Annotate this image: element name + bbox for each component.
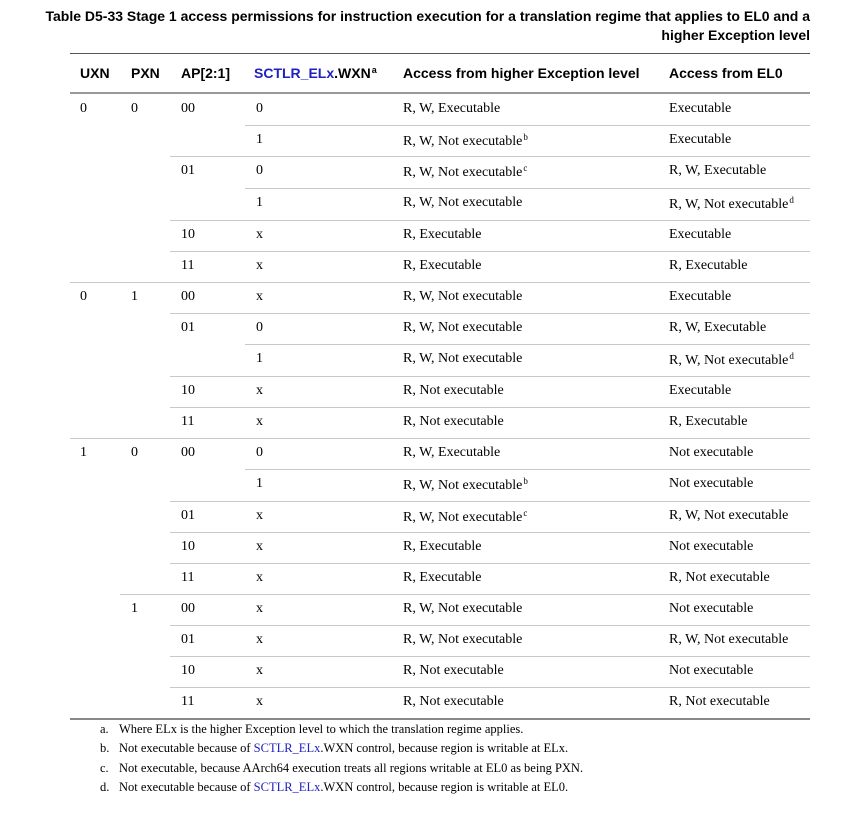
footnote-ref[interactable]: a: [371, 65, 377, 75]
cell-el0-text: Executable: [669, 227, 732, 242]
cell-wxn-text: x: [256, 570, 263, 585]
cell-el0-text: R, Not executable: [669, 570, 770, 585]
cell-el0: [669, 101, 731, 117]
cell-pxn: [131, 445, 138, 461]
cell-el0-text: Not executable: [669, 601, 754, 616]
cell-el0-text: R, Not executable: [669, 694, 770, 709]
cell-wxn-text: 1: [256, 132, 263, 147]
cell-higher-el-text: R, W, Not executable: [403, 510, 523, 525]
cell-higher-el-text: R, W, Executable: [403, 101, 501, 116]
cell-ap-text: 00: [181, 101, 195, 116]
cell-ap-text: 01: [181, 632, 195, 647]
cell-higher-el-text: R, Executable: [403, 258, 482, 273]
footnote-text-pre: Not executable, because AArch64 execution treats all regions writable at EL0 as being PXN.: [119, 760, 584, 775]
cell-ap-text: 11: [181, 694, 195, 709]
cell-higher-el: [403, 601, 522, 617]
cell-higher-el-text: R, W, Not executable: [403, 632, 523, 647]
cell-el0-text: R, W, Not executable: [669, 197, 789, 212]
cell-uxn: [80, 289, 87, 305]
cell-el0: [669, 163, 766, 179]
cell-higher-el-text: R, W, Not executable: [403, 195, 523, 210]
cell-ap-text: 11: [181, 570, 195, 585]
caption-line-2: higher Exception level: [661, 27, 810, 43]
cell-ap: [181, 694, 194, 710]
cell-higher-el-text: R, Executable: [403, 539, 482, 554]
cell-wxn-text: x: [256, 258, 263, 273]
cell-ap: [181, 258, 194, 274]
footnote-text: [119, 722, 523, 737]
cell-ap-text: 01: [181, 508, 195, 523]
cell-higher-el: [403, 539, 482, 555]
cell-higher-el: [403, 632, 522, 648]
cell-higher-el: [403, 289, 522, 305]
row-divider: [70, 282, 810, 283]
cell-ap-text: 11: [181, 258, 195, 273]
cell-wxn: [256, 258, 263, 274]
cell-wxn: [256, 476, 263, 492]
cell-ap: [181, 414, 194, 430]
cell-pxn: [131, 289, 138, 305]
cell-el0: [669, 601, 753, 617]
cell-wxn-text: 0: [256, 445, 263, 460]
cell-wxn-text: 1: [256, 195, 263, 210]
footnote-ref[interactable]: d: [789, 351, 794, 361]
footnote-label: b.: [100, 741, 110, 756]
cell-ap-text: 01: [181, 320, 195, 335]
footnote-ref[interactable]: c: [523, 163, 528, 173]
cell-ap-text: 00: [181, 289, 195, 304]
cell-wxn-text: x: [256, 539, 263, 554]
row-divider: [170, 563, 810, 564]
sctlr-elx-link[interactable]: SCTLR_ELx: [254, 65, 335, 81]
cell-pxn: [131, 101, 138, 117]
cell-higher-el-text: R, W, Not executable: [403, 601, 523, 616]
cell-higher-el-text: R, W, Not executable: [403, 320, 523, 335]
cell-ap: [181, 383, 195, 399]
cell-wxn: [256, 163, 263, 179]
cell-ap-text: 10: [181, 383, 195, 398]
sctlr-elx-link[interactable]: SCTLR_ELx: [253, 779, 321, 794]
cell-el0-text: Executable: [669, 101, 732, 116]
cell-wxn-text: x: [256, 227, 263, 242]
cell-higher-el-text: R, W, Executable: [403, 445, 501, 460]
cell-ap-text: 10: [181, 663, 195, 678]
cell-el0-text: R, Executable: [669, 414, 748, 429]
header-wxn-suffix: .WXN: [334, 65, 371, 81]
cell-wxn-text: 0: [256, 163, 263, 178]
cell-ap: [181, 601, 195, 617]
cell-uxn-text: 1: [80, 445, 87, 460]
cell-wxn: [256, 570, 263, 586]
cell-el0: [669, 227, 731, 243]
cell-ap-text: 00: [181, 601, 195, 616]
row-divider: [245, 469, 810, 470]
cell-higher-el-text: R, Executable: [403, 227, 482, 242]
cell-wxn: [256, 195, 263, 211]
cell-wxn: [256, 351, 263, 367]
cell-ap-text: 00: [181, 445, 195, 460]
cell-ap: [181, 632, 195, 648]
header-higher-el: Access from higher Exception level: [403, 65, 640, 81]
table-caption: [10, 7, 810, 45]
cell-uxn: [80, 445, 87, 461]
row-divider: [245, 188, 810, 189]
cell-wxn: [256, 632, 263, 648]
cell-el0: [669, 320, 766, 336]
cell-el0: [669, 132, 731, 148]
cell-el0-text: Executable: [669, 289, 732, 304]
cell-higher-el: [403, 132, 528, 150]
cell-el0-text: R, W, Executable: [669, 163, 767, 178]
cell-el0: [669, 445, 753, 461]
cell-higher-el: [403, 476, 528, 494]
cell-el0: [669, 508, 788, 524]
header-pxn: PXN: [131, 65, 160, 81]
cell-pxn-text: 0: [131, 445, 138, 460]
cell-wxn-text: x: [256, 383, 263, 398]
cell-el0: [669, 195, 794, 213]
cell-higher-el: [403, 570, 482, 586]
row-divider: [170, 687, 810, 688]
cell-wxn: [256, 414, 263, 430]
cell-el0: [669, 258, 748, 274]
cell-el0-text: R, W, Executable: [669, 320, 767, 335]
row-divider: [170, 625, 810, 626]
cell-el0: [669, 476, 753, 492]
cell-higher-el: [403, 195, 522, 211]
cell-higher-el: [403, 101, 500, 117]
cell-higher-el-text: R, W, Not executable: [403, 134, 523, 149]
cell-uxn-text: 0: [80, 289, 87, 304]
header-uxn: UXN: [80, 65, 110, 81]
cell-ap: [181, 508, 195, 524]
cell-el0: [669, 414, 748, 430]
row-divider: [170, 156, 810, 157]
cell-el0: [669, 289, 731, 305]
cell-ap: [181, 289, 195, 305]
cell-higher-el: [403, 414, 504, 430]
cell-wxn-text: x: [256, 694, 263, 709]
cell-higher-el-text: R, Executable: [403, 570, 482, 585]
cell-el0-text: Not executable: [669, 445, 754, 460]
cell-el0-text: R, W, Not executable: [669, 632, 789, 647]
cell-wxn: [256, 508, 263, 524]
cell-ap: [181, 445, 195, 461]
footnote-text: [119, 780, 568, 795]
cell-higher-el: [403, 258, 482, 274]
cell-wxn: [256, 320, 263, 336]
cell-wxn: [256, 445, 263, 461]
cell-wxn: [256, 663, 263, 679]
cell-el0: [669, 632, 788, 648]
cell-pxn-text: 0: [131, 101, 138, 116]
cell-el0: [669, 351, 794, 369]
cell-higher-el: [403, 508, 527, 526]
cell-higher-el-text: R, W, Not executable: [403, 478, 523, 493]
row-divider: [170, 313, 810, 314]
cell-wxn: [256, 539, 263, 555]
cell-el0-text: R, W, Not executable: [669, 508, 789, 523]
cell-ap-text: 11: [181, 414, 195, 429]
cell-ap: [181, 539, 195, 555]
cell-higher-el: [403, 694, 504, 710]
cell-higher-el: [403, 663, 504, 679]
cell-uxn: [80, 101, 87, 117]
cell-pxn-text: 1: [131, 601, 138, 616]
cell-ap: [181, 570, 194, 586]
row-divider: [70, 438, 810, 439]
cell-wxn: [256, 227, 263, 243]
row-divider: [245, 344, 810, 345]
footnote-label: c.: [100, 760, 109, 775]
cell-wxn-text: 0: [256, 101, 263, 116]
cell-wxn: [256, 383, 263, 399]
cell-higher-el: [403, 351, 522, 367]
cell-wxn: [256, 132, 263, 148]
cell-el0: [669, 570, 770, 586]
cell-ap: [181, 663, 195, 679]
footnote-text-pre: Not executable because of: [119, 779, 254, 794]
cell-higher-el-text: R, Not executable: [403, 414, 504, 429]
cell-higher-el-text: R, Not executable: [403, 694, 504, 709]
cell-higher-el-text: R, Not executable: [403, 383, 504, 398]
cell-wxn: [256, 101, 263, 117]
row-divider: [245, 125, 810, 126]
cell-el0: [669, 539, 753, 555]
table-header: [70, 53, 810, 94]
cell-pxn: [131, 601, 138, 617]
cell-higher-el-text: R, Not executable: [403, 663, 504, 678]
cell-wxn-text: 1: [256, 351, 263, 366]
cell-ap-text: 01: [181, 163, 195, 178]
cell-higher-el: [403, 383, 504, 399]
cell-ap: [181, 320, 195, 336]
footnote-text-post: .WXN control, because region is writable at ELx.: [320, 741, 569, 756]
cell-el0: [669, 663, 753, 679]
footnote-ref[interactable]: b: [523, 476, 528, 486]
cell-ap-text: 10: [181, 539, 195, 554]
row-divider: [170, 251, 810, 252]
cell-el0-text: Not executable: [669, 476, 754, 491]
row-divider: [170, 407, 810, 408]
cell-wxn-text: x: [256, 414, 263, 429]
cell-pxn-text: 1: [131, 289, 138, 304]
footnote-text: [119, 741, 568, 756]
row-divider: [170, 532, 810, 533]
table-body: [70, 94, 810, 720]
cell-el0-text: Executable: [669, 383, 732, 398]
permissions-table: [70, 53, 810, 720]
cell-higher-el: [403, 163, 527, 181]
cell-higher-el-text: R, W, Not executable: [403, 351, 523, 366]
cell-wxn: [256, 694, 263, 710]
caption-line-1: Table D5-33 Stage 1 access permissions for instruction execution for a translation regime that applies to EL0 and a: [45, 8, 810, 24]
footnote-ref[interactable]: b: [523, 132, 528, 142]
cell-higher-el: [403, 227, 482, 243]
cell-el0-text: R, Executable: [669, 258, 748, 273]
cell-wxn-text: x: [256, 601, 263, 616]
cell-wxn-text: x: [256, 632, 263, 647]
cell-wxn: [256, 601, 263, 617]
header-ap: AP[2:1]: [181, 65, 231, 81]
row-divider: [170, 501, 810, 502]
cell-uxn-text: 0: [80, 101, 87, 116]
header-wxn: [254, 65, 377, 81]
cell-el0-text: Not executable: [669, 539, 754, 554]
cell-wxn: [256, 289, 263, 305]
cell-higher-el-text: R, W, Not executable: [403, 289, 523, 304]
cell-el0-text: R, W, Not executable: [669, 353, 789, 368]
header-el0: Access from EL0: [669, 65, 783, 81]
footnote-ref[interactable]: c: [523, 508, 528, 518]
cell-el0-text: Executable: [669, 132, 732, 147]
cell-wxn-text: x: [256, 663, 263, 678]
footnote-text-post: .WXN control, because region is writable at EL0.: [320, 779, 569, 794]
footnote-ref[interactable]: d: [789, 195, 794, 205]
cell-el0: [669, 383, 731, 399]
footnote-text-pre: Where ELx is the higher Exception level to which the translation regime applies.: [119, 722, 524, 736]
footnote-label: a.: [100, 722, 109, 736]
cell-ap: [181, 163, 195, 179]
cell-wxn-text: x: [256, 289, 263, 304]
cell-higher-el-text: R, W, Not executable: [403, 165, 523, 180]
footnote-label: d.: [100, 779, 110, 794]
row-divider: [170, 220, 810, 221]
cell-ap-text: 10: [181, 227, 195, 242]
cell-higher-el: [403, 445, 500, 461]
cell-wxn-text: 1: [256, 476, 263, 491]
row-divider: [120, 594, 810, 595]
cell-el0-text: Not executable: [669, 663, 754, 678]
cell-higher-el: [403, 320, 522, 336]
cell-ap: [181, 101, 195, 117]
sctlr-elx-link[interactable]: SCTLR_ELx: [253, 741, 321, 756]
cell-el0: [669, 694, 770, 710]
cell-wxn-text: 0: [256, 320, 263, 335]
footnote-text-pre: Not executable because of: [119, 741, 254, 756]
cell-ap: [181, 227, 195, 243]
footnote-text: [119, 761, 583, 776]
row-divider: [170, 376, 810, 377]
cell-wxn-text: x: [256, 508, 263, 523]
row-divider: [170, 656, 810, 657]
